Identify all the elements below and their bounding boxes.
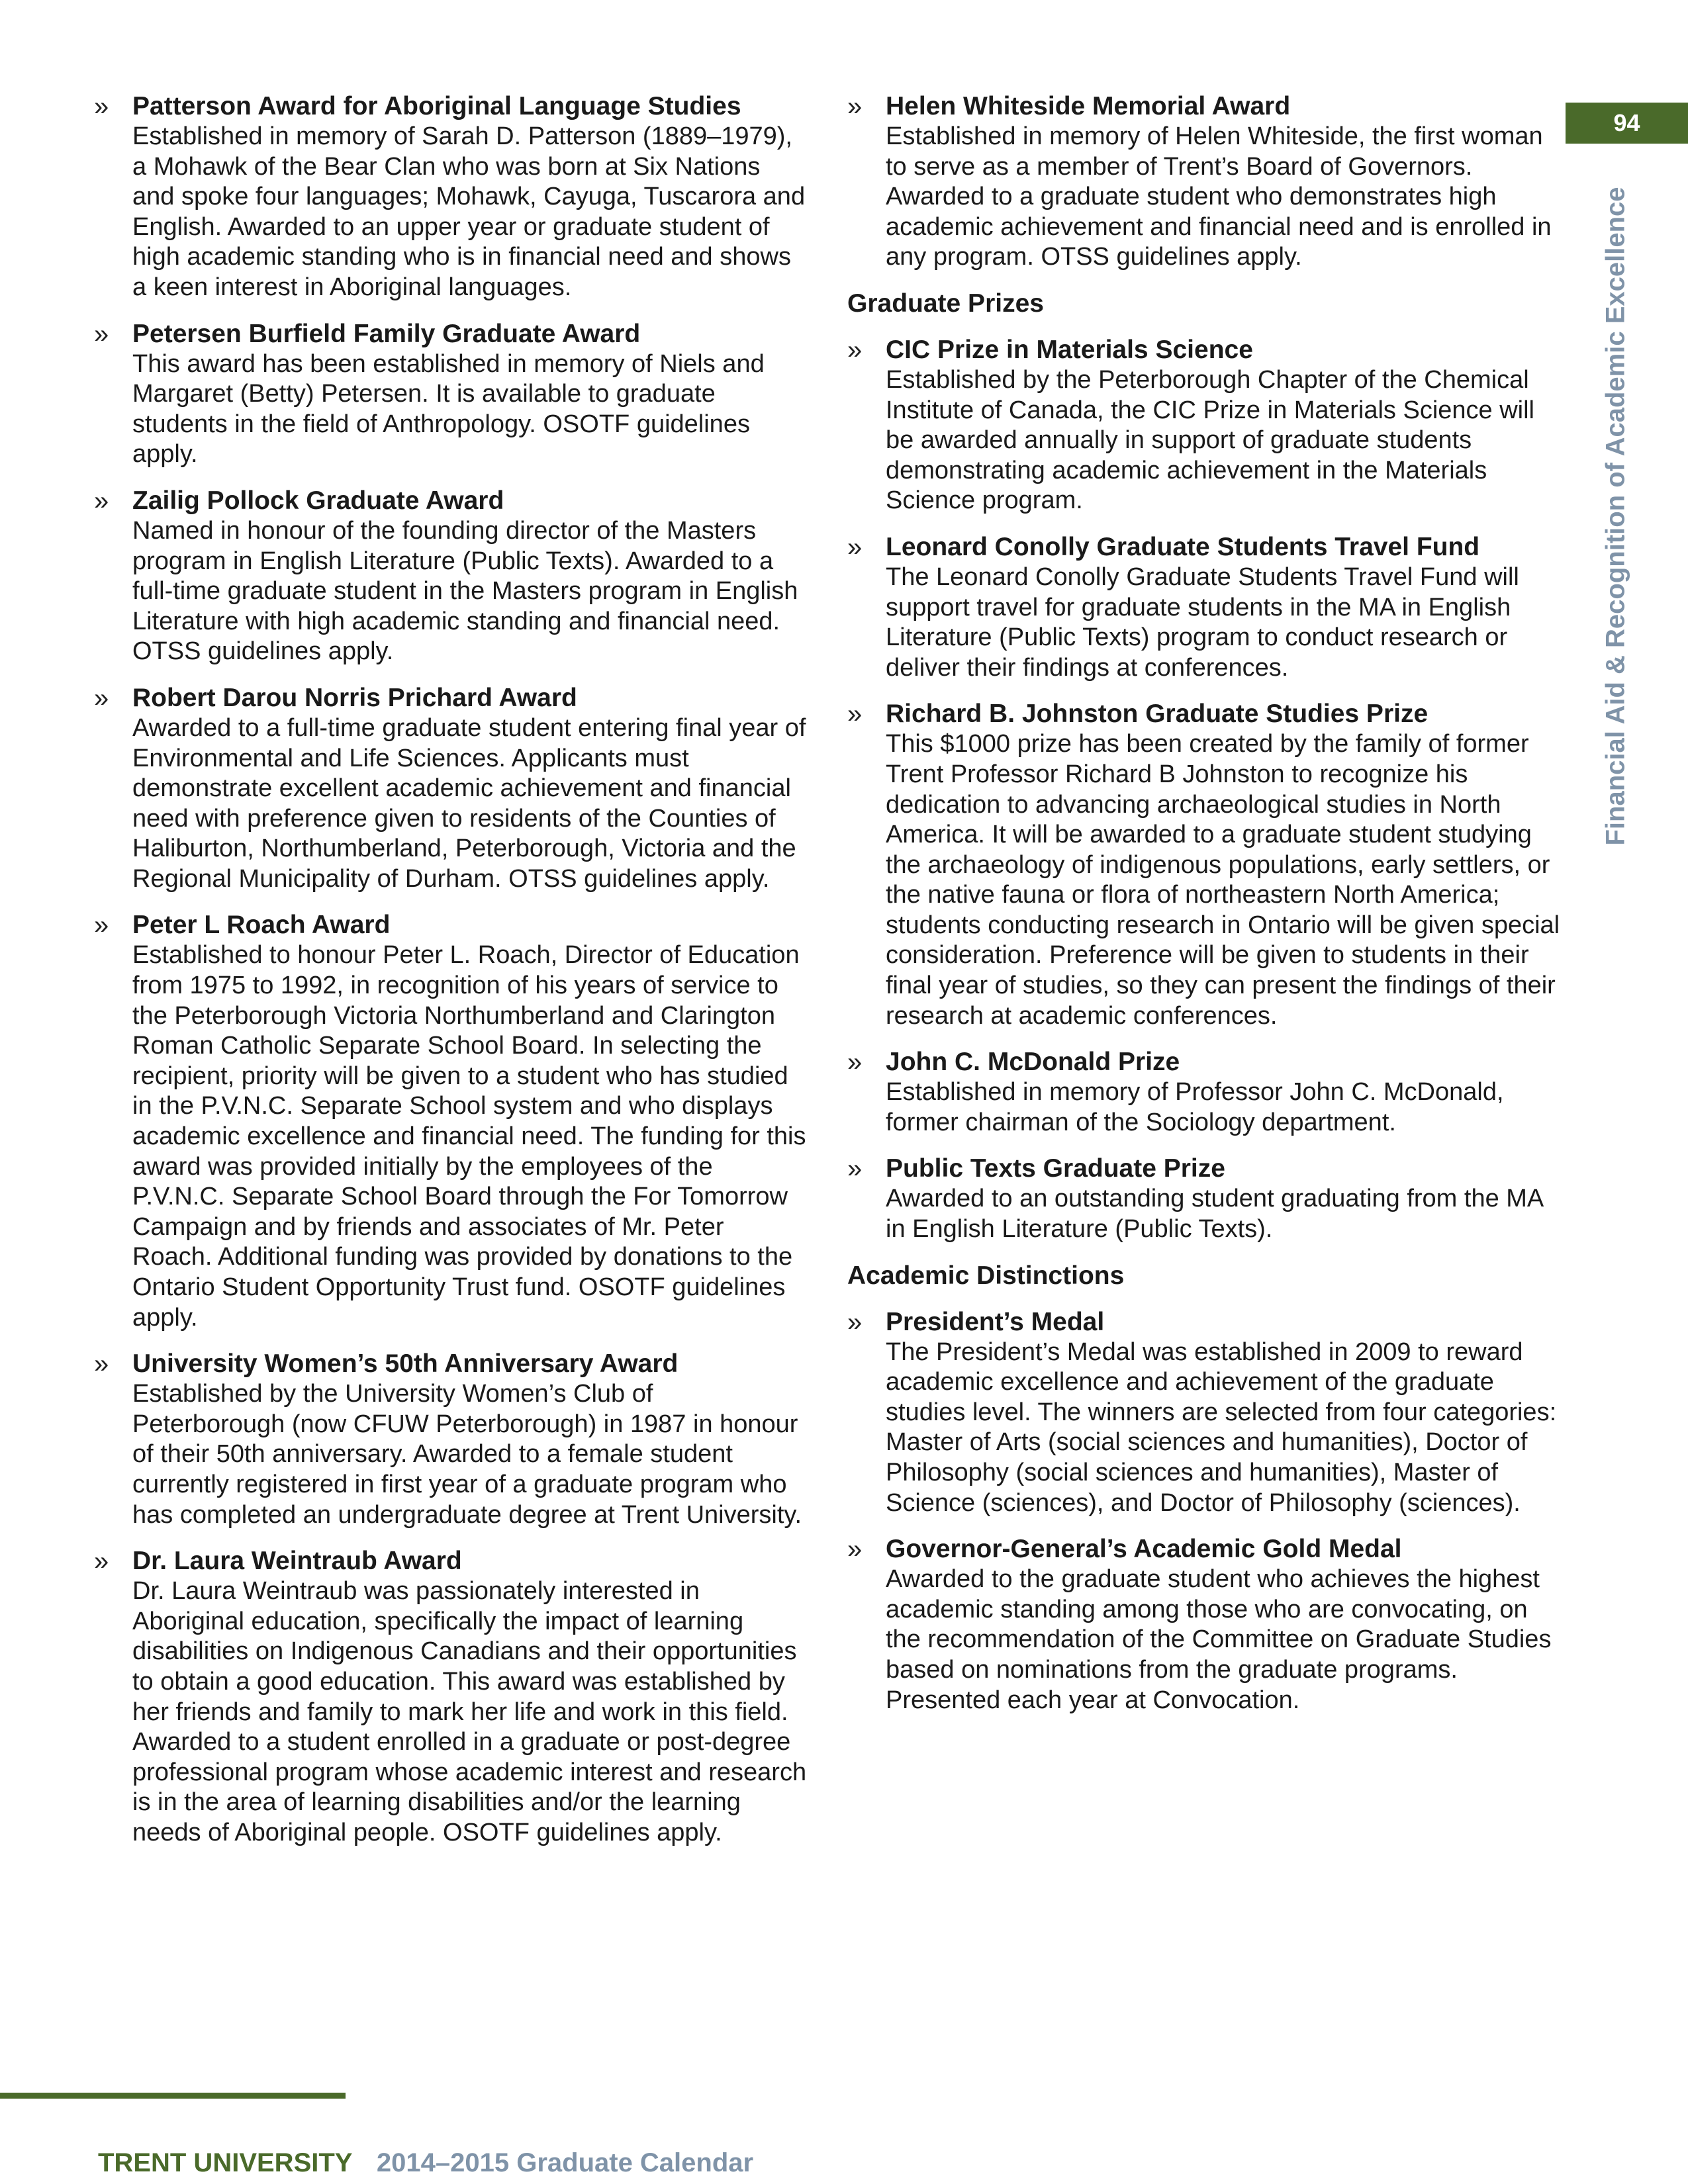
award-title: Robert Darou Norris Prichard Award bbox=[132, 683, 577, 712]
award-entry bbox=[94, 1349, 809, 1530]
entry-body bbox=[886, 532, 1562, 683]
right-column bbox=[847, 91, 1562, 1731]
prize-description: The Leonard Conolly Graduate Students Travel Fund will support travel for graduate students in the MA in English Literature (Public Texts) program to conduct research or deliver their findings at conferences. bbox=[886, 563, 1519, 682]
award-entry bbox=[94, 1546, 809, 1848]
bullet-marker: » bbox=[94, 1547, 109, 1576]
bullet-marker: » bbox=[94, 486, 109, 516]
award-description: Established by the University Women’s Club of Peterborough (now CFUW Peterborough) in 1987 in honour of their 50th anniversary. Awarded to a female student currently registered in first year of a graduate program who has completed an undergraduate degree at Trent University. bbox=[132, 1380, 802, 1529]
award-entry bbox=[94, 319, 809, 470]
prize-entry bbox=[847, 699, 1562, 1031]
award-title: Helen Whiteside Memorial Award bbox=[886, 92, 1291, 120]
entry-body bbox=[132, 683, 809, 895]
entry-body bbox=[132, 1546, 809, 1848]
distinction-entry bbox=[847, 1307, 1562, 1519]
award-entry bbox=[94, 486, 809, 667]
prize-entry bbox=[847, 532, 1562, 683]
prize-title: Leonard Conolly Graduate Students Travel Fund bbox=[886, 532, 1480, 561]
entry-body bbox=[886, 91, 1562, 273]
distinction-description: Awarded to the graduate student who achieves the highest academic standing among those who are convocating, on the recommendation of the Committee on Graduate Studies based on nominations from the graduate programs. Presented each year at Convocation. bbox=[886, 1565, 1552, 1714]
footer-calendar: 2014–2015 Graduate Calendar bbox=[376, 2148, 754, 2177]
award-description: Awarded to a full-time graduate student entering final year of Environmental and Life Sciences. Applicants must demonstrate excellent academic achievement and financial need with preference given to residents of the Counties of Haliburton, Northumberland, Peterborough, Victoria and the Regional Municipality of Durham. OTSS guidelines apply. bbox=[132, 713, 806, 893]
section-heading-academic-distinctions: Academic Distinctions bbox=[847, 1261, 1125, 1290]
award-description: Established in memory of Sarah D. Patterson (1889–1979), a Mohawk of the Bear Clan who was born at Six Nations and spoke four languages; Mohawk, Cayuga, Tuscarora and English. Awarded to an upper year or graduate student of high academic standing who is in financial need and shows a keen interest in Aboriginal languages. bbox=[132, 122, 806, 301]
award-entry bbox=[847, 91, 1562, 273]
prize-description: This $1000 prize has been created by the family of former Trent Professor Richard B Johnston to recognize his dedication to advancing archaeological studies in North America. It will be awarded to a graduate student studying the archaeology of indigenous populations, early settlers, or the native fauna or flora of northeastern North America; students conducting research in Ontario will be given special consideration. Preference will be given to students in their final year of studies, so they can present the findings of their research at academic conferences. bbox=[886, 730, 1560, 1030]
award-description: Named in honour of the founding director of the Masters program in English Literature (Public Texts). Awarded to a full-time graduate student in the Masters program in English Literature with high academic standing and financial need. OTSS guidelines apply. bbox=[132, 516, 798, 666]
entry-body bbox=[886, 699, 1562, 1031]
award-description: This award has been established in memory of Niels and Margaret (Betty) Petersen. It is available to graduate students in the field of Anthropology. OSOTF guidelines apply. bbox=[132, 349, 765, 469]
award-entry bbox=[94, 910, 809, 1333]
prize-title: John C. McDonald Prize bbox=[886, 1048, 1180, 1077]
page-number: 94 bbox=[1566, 103, 1688, 144]
entry-body bbox=[132, 1349, 809, 1530]
bullet-marker: » bbox=[847, 335, 863, 365]
bullet-marker: » bbox=[847, 1154, 863, 1184]
award-description: Dr. Laura Weintraub was passionately interested in Aboriginal education, specifically the impact of learning disabilities on Indigenous Canadians and their opportunities to obtain a good education. This award was established by her friends and family to mark her life and work in this field. Awarded to a student enrolled in a graduate or post-degree professional program whose academic interest and research is in the area of learning disabilities and/or the learning needs of Aboriginal people. OSOTF guidelines apply. bbox=[132, 1577, 807, 1846]
entry-body bbox=[886, 1307, 1562, 1519]
bullet-marker: » bbox=[847, 1048, 863, 1077]
footer bbox=[98, 2148, 753, 2178]
award-title: Patterson Award for Aboriginal Language Studies bbox=[132, 92, 741, 120]
section-side-title: Financial Aid & Recognition of Academic Excellence bbox=[1601, 187, 1630, 846]
award-title: Peter L Roach Award bbox=[132, 911, 391, 940]
bullet-marker: » bbox=[94, 319, 109, 349]
prize-description: Established by the Peterborough Chapter of the Chemical Institute of Canada, the CIC Prize in Materials Science will be awarded annually in support of graduate students demonstrating academic achievement in the Materials Science program. bbox=[886, 365, 1534, 515]
prize-title: Public Texts Graduate Prize bbox=[886, 1154, 1225, 1183]
prize-title: CIC Prize in Materials Science bbox=[886, 335, 1253, 364]
award-title: Zailig Pollock Graduate Award bbox=[132, 486, 504, 515]
section-heading-graduate-prizes: Graduate Prizes bbox=[847, 289, 1044, 318]
entry-body bbox=[132, 319, 809, 470]
entry-body bbox=[886, 1047, 1562, 1138]
prize-entry bbox=[847, 1154, 1562, 1244]
award-description: Established in memory of Helen Whiteside, the first woman to serve as a member of Trent’s Board of Governors. Awarded to a graduate student who demonstrates high academic achievement and financial need and is enrolled in any program. OTSS guidelines apply. bbox=[886, 122, 1552, 271]
prize-entry bbox=[847, 335, 1562, 516]
bullet-marker: » bbox=[94, 911, 109, 940]
distinction-title: Governor-General’s Academic Gold Medal bbox=[886, 1535, 1402, 1564]
entry-body bbox=[886, 1534, 1562, 1715]
award-title: University Women’s 50th Anniversary Award bbox=[132, 1349, 679, 1379]
award-description: Established to honour Peter L. Roach, Director of Education from 1975 to 1992, in recognition of his years of service to the Peterborough Victoria Northumberland and Clarington Roman Catholic Separate School Board. In selecting the recipient, priority will be given to a student who has studied in the P.V.N.C. Separate School system and who displays academic excellence and financial need. The funding for this award was provided initially by the employees of the P.V.N.C. Separate School Board through the For Tomorrow Campaign and by friends and associates of Mr. Peter Roach. Additional funding was provided by donations to the Ontario Student Opportunity Trust fund. OSOTF guidelines apply. bbox=[132, 941, 806, 1332]
award-title: Petersen Burfield Family Graduate Award bbox=[132, 319, 641, 348]
bullet-marker: » bbox=[847, 1535, 863, 1565]
prize-entry bbox=[847, 1047, 1562, 1138]
distinction-description: The President’s Medal was established in 2009 to reward academic excellence and achievement of the graduate studies level. The winners are selected from four categories: Master of Arts (social sciences and humanities), Doctor of Philosophy (social sciences and humanities), Master of Science (sciences), and Doctor of Philosophy (sciences). bbox=[886, 1338, 1557, 1517]
prize-description: Awarded to an outstanding student graduating from the MA in English Literature (Public Texts). bbox=[886, 1185, 1543, 1244]
bullet-marker: » bbox=[847, 92, 863, 121]
bullet-marker: » bbox=[847, 532, 863, 562]
prize-title: Richard B. Johnston Graduate Studies Prize bbox=[886, 700, 1429, 729]
footer-rule bbox=[0, 2093, 346, 2099]
bullet-marker: » bbox=[847, 700, 863, 729]
award-entry bbox=[94, 683, 809, 895]
left-column bbox=[94, 91, 809, 1864]
prize-description: Established in memory of Professor John C. McDonald, former chairman of the Sociology department. bbox=[886, 1078, 1504, 1136]
award-entry bbox=[94, 91, 809, 303]
award-title: Dr. Laura Weintraub Award bbox=[132, 1547, 462, 1576]
bullet-marker: » bbox=[94, 683, 109, 713]
entry-body bbox=[886, 1154, 1562, 1244]
bullet-marker: » bbox=[94, 92, 109, 121]
entry-body bbox=[886, 335, 1562, 516]
footer-university: TRENT UNIVERSITY bbox=[98, 2148, 352, 2177]
entry-body bbox=[132, 91, 809, 303]
distinction-entry bbox=[847, 1534, 1562, 1715]
entry-body bbox=[132, 486, 809, 667]
bullet-marker: » bbox=[847, 1307, 863, 1337]
distinction-title: President’s Medal bbox=[886, 1307, 1105, 1336]
bullet-marker: » bbox=[94, 1349, 109, 1379]
entry-body bbox=[132, 910, 809, 1333]
